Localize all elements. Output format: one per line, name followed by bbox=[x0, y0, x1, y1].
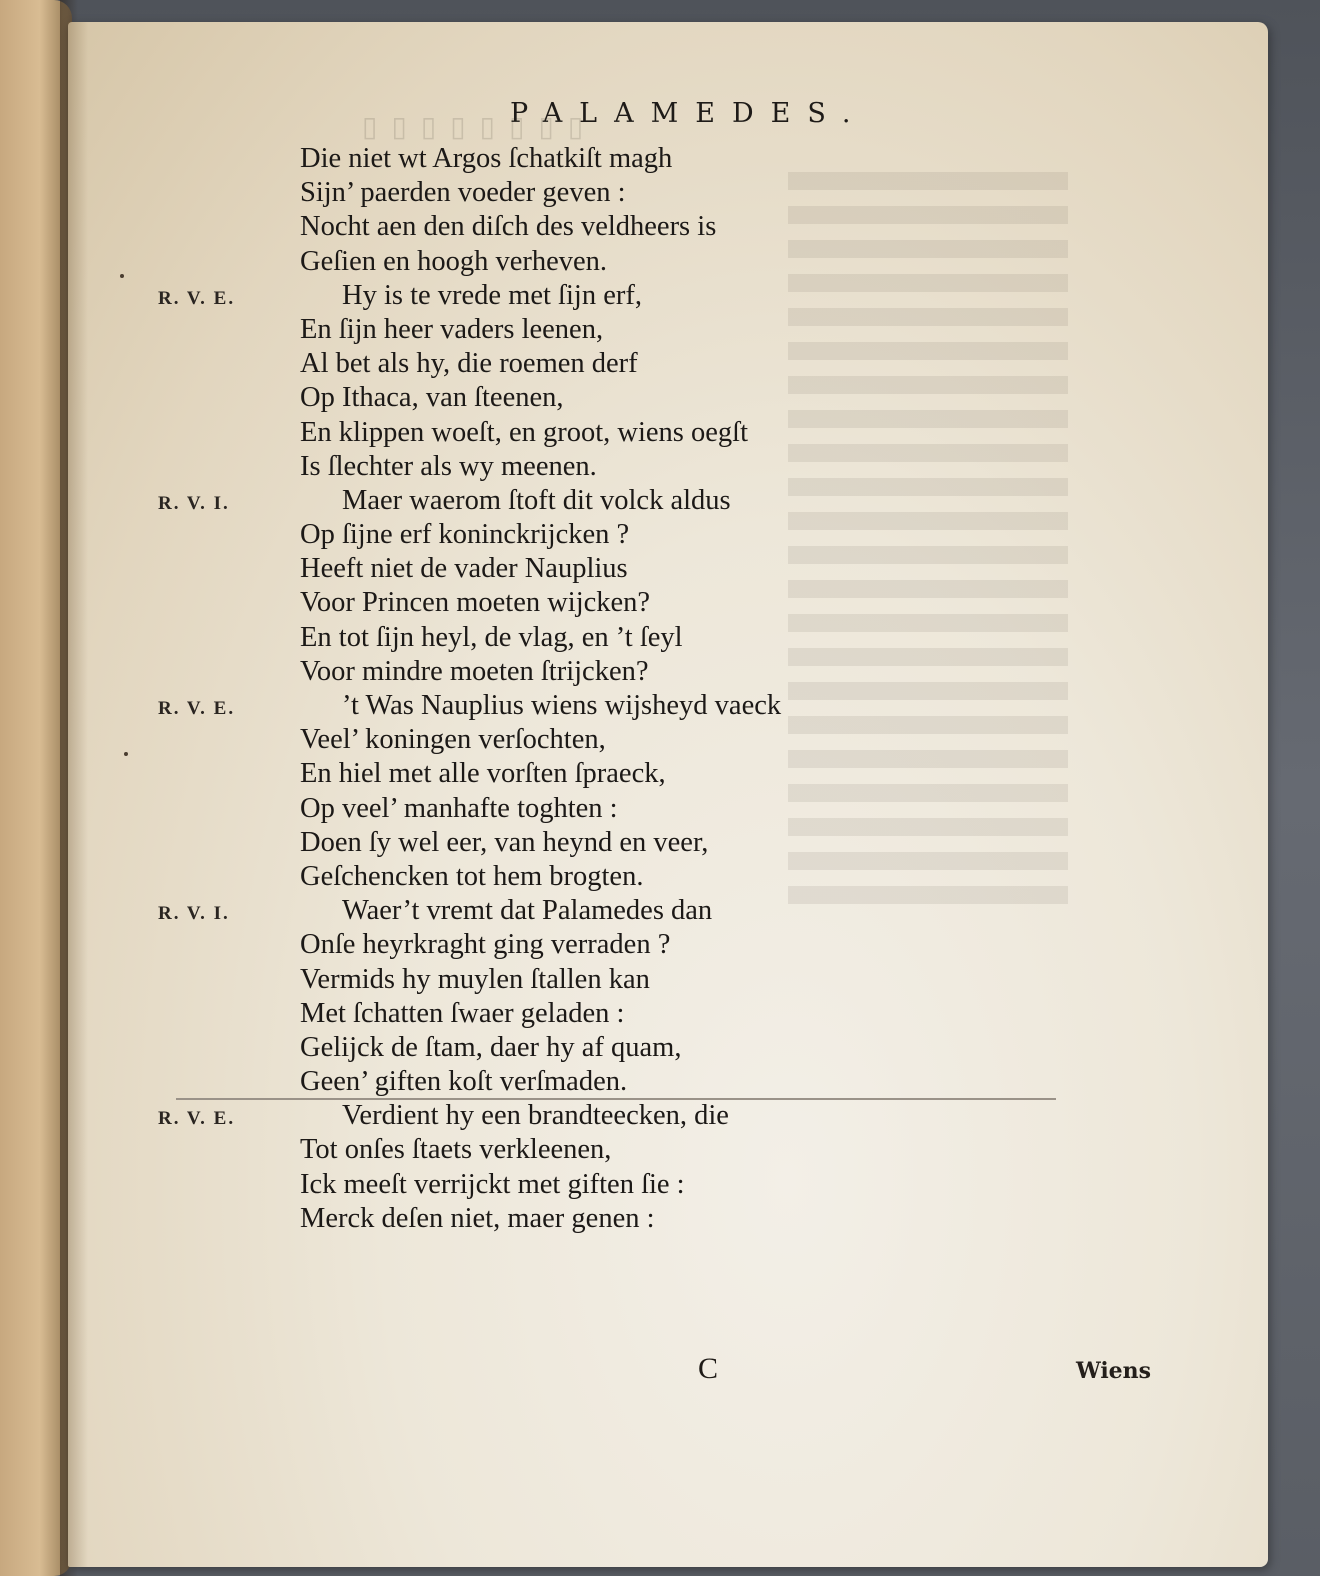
verse-line bbox=[300, 552, 1120, 586]
verse-text: Geſien en hoogh verheven. bbox=[300, 245, 608, 277]
margin-dot bbox=[120, 274, 124, 278]
verse-line bbox=[300, 757, 1120, 791]
verse-line bbox=[158, 279, 1120, 313]
verse-line bbox=[158, 894, 1120, 928]
verse-line bbox=[300, 723, 1120, 757]
verse-line bbox=[300, 313, 1120, 347]
verse-text: Tot onſes ſtaets verkleenen, bbox=[300, 1134, 612, 1166]
verse-text: Ick meeſt verrijckt met giften ſie : bbox=[300, 1168, 685, 1200]
running-head: PALAMEDES. bbox=[510, 98, 868, 129]
verse-text: Geſchencken tot hem brogten. bbox=[300, 860, 644, 892]
verse-text: Veel’ koningen verſochten, bbox=[300, 724, 606, 756]
verse-line bbox=[300, 1031, 1120, 1065]
verse-text: ’t Was Nauplius wiens wijsheyd vaeck bbox=[342, 690, 782, 721]
verse-text: Al bet als hy, die roemen derf bbox=[300, 348, 638, 380]
verse-text: En tot ſijn heyl, de vlag, en ’t ſeyl bbox=[300, 621, 683, 653]
verse-line bbox=[300, 586, 1120, 620]
verse-line bbox=[300, 1168, 1120, 1202]
verse-text: Op ſijne erf koninckrijcken ? bbox=[300, 519, 630, 551]
verse-text: Op Ithaca, van ſteenen, bbox=[300, 382, 564, 414]
verse-line bbox=[300, 792, 1120, 826]
verse-line bbox=[300, 928, 1120, 962]
verse-line bbox=[300, 1133, 1120, 1167]
verse-line bbox=[300, 997, 1120, 1031]
speaker-label: R. V. I. bbox=[158, 903, 230, 925]
speaker-label: R. V. E. bbox=[158, 698, 236, 719]
verse-line bbox=[300, 963, 1120, 997]
verse-line bbox=[158, 484, 1120, 518]
verse-text: Op veel’ manhafte toghten : bbox=[300, 792, 618, 824]
verse-line bbox=[300, 245, 1120, 279]
verse-line bbox=[300, 416, 1120, 450]
verse-text: Met ſchatten ſwaer geladen : bbox=[300, 997, 625, 1029]
catchword: Wiens bbox=[1076, 1358, 1152, 1384]
verse-line bbox=[158, 1099, 1120, 1133]
verse-line bbox=[300, 621, 1120, 655]
verse-line bbox=[158, 689, 1120, 723]
verse-line bbox=[300, 860, 1120, 894]
verse-line bbox=[300, 347, 1120, 381]
verse-block bbox=[158, 142, 1120, 1236]
speaker-label: R. V. I. bbox=[158, 492, 230, 514]
verse-text: En klippen woeſt, en groot, wiens oegſt bbox=[300, 416, 748, 448]
verse-text: En hiel met alle vorſten ſpraeck, bbox=[300, 758, 666, 790]
verse-text: Geen’ giften koſt verſmaden. bbox=[300, 1066, 628, 1098]
verse-text: Verdient hy een brandteecken, die bbox=[342, 1100, 729, 1132]
page-gutter-shade bbox=[68, 22, 88, 1567]
verse-line bbox=[300, 210, 1120, 244]
verse-line bbox=[300, 1202, 1120, 1236]
verse-text: Merck deſen niet, maer genen : bbox=[300, 1202, 655, 1234]
rule-line bbox=[176, 1098, 1056, 1100]
verse-text: Sijn’ paerden voeder geven : bbox=[300, 177, 626, 209]
margin-dot bbox=[124, 752, 128, 756]
verse-text: Waer’t vremt dat Palamedes dan bbox=[342, 895, 713, 927]
verse-text: Vermids hy muylen ſtallen kan bbox=[300, 963, 650, 995]
verse-text: Doen ſy wel eer, van heynd en veer, bbox=[300, 826, 709, 858]
verse-line bbox=[300, 176, 1120, 210]
verse-text: Die niet wt Argos ſchatkiſt magh bbox=[300, 143, 673, 174]
verse-line bbox=[300, 1065, 1120, 1099]
verse-text: Heeft niet de vader Nauplius bbox=[300, 553, 628, 585]
verse-text: Hy is te vrede met ſijn erf, bbox=[342, 279, 642, 311]
verse-line bbox=[300, 826, 1120, 860]
verse-line bbox=[300, 518, 1120, 552]
verse-text: En ſijn heer vaders leenen, bbox=[300, 313, 604, 345]
verse-text: Voor Princen moeten wijcken? bbox=[300, 587, 651, 619]
verse-line bbox=[300, 655, 1120, 689]
book-page bbox=[68, 22, 1268, 1567]
verse-text: Is ſlechter als wy meenen. bbox=[300, 450, 597, 482]
show-through-head: ▯▯▯▯▯▯▯▯ bbox=[348, 112, 584, 143]
verse-line bbox=[300, 142, 1120, 176]
verse-text: Maer waerom ſtoft dit volck aldus bbox=[342, 484, 731, 516]
signature-mark: C bbox=[698, 1352, 719, 1385]
verse-text: Voor mindre moeten ſtrijcken? bbox=[300, 655, 649, 687]
verse-text: Nocht aen den diſch des veldheers is bbox=[300, 211, 717, 243]
verse-text: Gelijck de ſtam, daer hy af quam, bbox=[300, 1031, 682, 1063]
verse-line bbox=[300, 450, 1120, 484]
verse-line bbox=[300, 381, 1120, 415]
verse-text: Onſe heyrkraght ging verraden ? bbox=[300, 929, 671, 961]
speaker-label: R. V. E. bbox=[158, 287, 236, 309]
speaker-label: R. V. E. bbox=[158, 1108, 236, 1130]
